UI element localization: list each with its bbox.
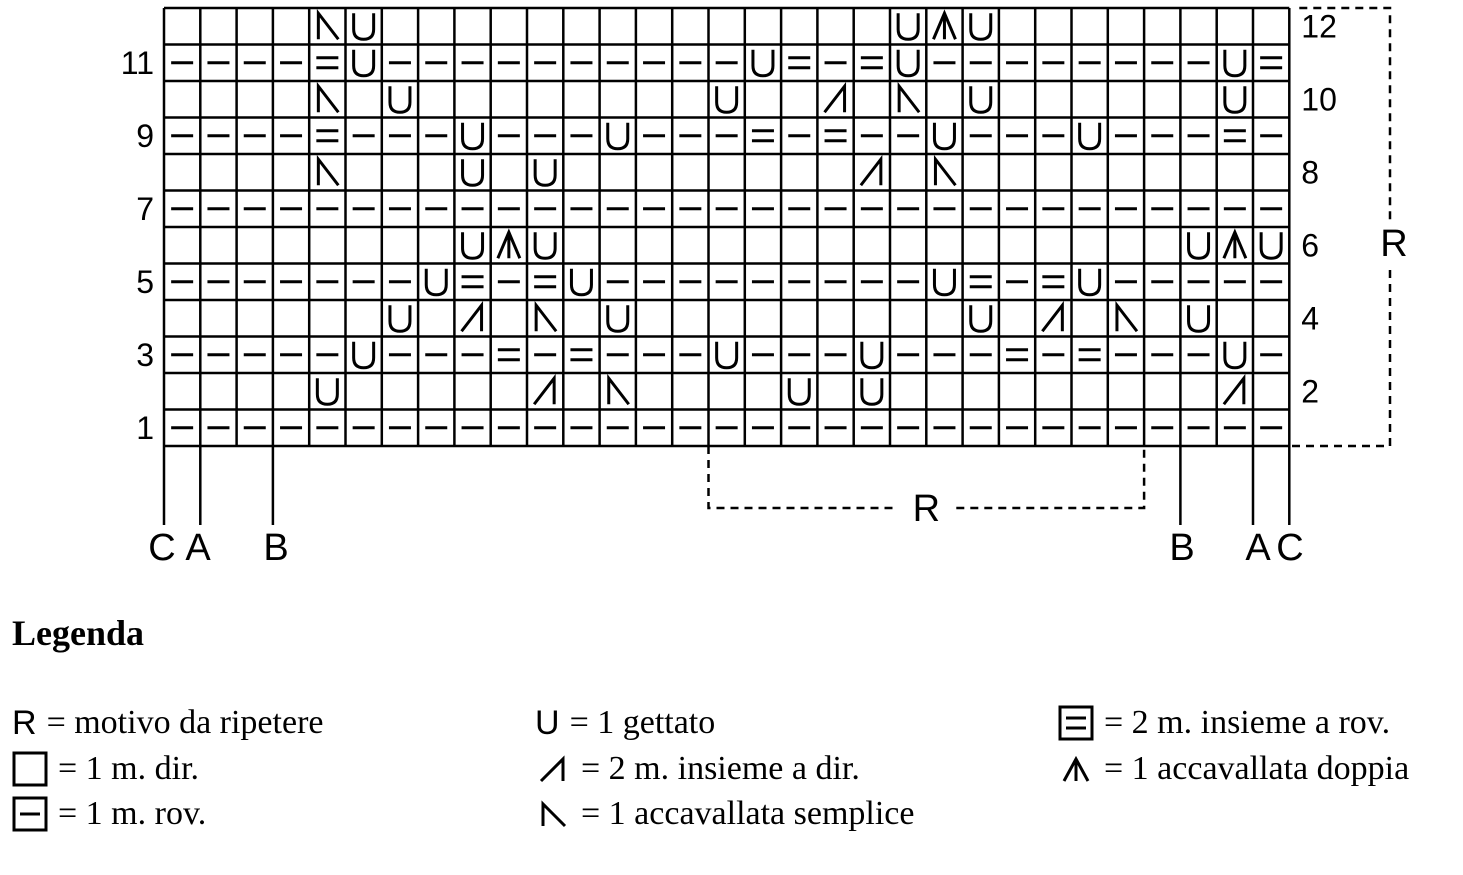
legend-item-ssk — [535, 795, 915, 833]
k2tog-icon — [535, 751, 571, 787]
yarn-over-mark — [1225, 50, 1245, 76]
repeat-label-bottom: R — [912, 488, 941, 530]
column-marker-label: B — [1169, 527, 1195, 569]
legend-label: = 2 m. insieme a rov. — [1104, 704, 1391, 741]
ssk-mark — [318, 86, 338, 112]
repeat-letter-icon: R — [12, 704, 37, 742]
yarn-over-mark — [463, 123, 483, 149]
yarn-over-mark — [608, 123, 628, 149]
legend-item-yarn-over — [535, 704, 715, 742]
legend-label: = 1 accavallata semplice — [581, 795, 915, 832]
legend-item-double-decrease — [1058, 750, 1409, 788]
column-marker-label: A — [1245, 527, 1271, 569]
double-decrease-mark — [933, 13, 955, 39]
yarn-over-mark — [535, 159, 555, 185]
yarn-over-mark — [717, 342, 737, 368]
ssk-mark — [609, 378, 629, 404]
legend-label: = motivo da ripetere — [46, 704, 324, 741]
row-number-left: 1 — [136, 409, 154, 446]
legend-label: = 1 accavallata doppia — [1104, 750, 1410, 787]
yarn-over-mark — [1080, 269, 1100, 295]
yarn-over-mark — [898, 13, 918, 39]
yarn-over-mark — [571, 269, 591, 295]
yarn-over-mark — [898, 50, 918, 76]
yarn-over-mark — [317, 378, 337, 404]
k2tog-mark — [534, 378, 554, 404]
ssk-mark — [318, 159, 338, 185]
yarn-over-mark — [971, 86, 991, 112]
yarn-over-mark — [862, 342, 882, 368]
legend-item-k2tog — [535, 750, 860, 788]
yarn-over-mark — [608, 305, 628, 331]
row-number-right: 6 — [1301, 227, 1320, 264]
column-marker-label: C — [148, 527, 176, 569]
repeat-bracket-bottom — [956, 446, 1144, 508]
k2tog-mark — [1224, 378, 1244, 404]
double-decrease-icon — [1058, 751, 1094, 787]
double-decrease-mark — [1224, 232, 1246, 258]
ssk-mark — [935, 159, 955, 185]
k2tog-mark — [861, 159, 881, 185]
k2tog-mark — [462, 305, 482, 331]
ssk-mark — [899, 86, 919, 112]
yarn-over-mark — [934, 123, 954, 149]
k2tog-mark — [825, 86, 845, 112]
row-number-right: 4 — [1301, 300, 1320, 337]
dash-square-icon — [12, 796, 48, 832]
yarn-over-mark — [354, 50, 374, 76]
legend-title: Legenda — [12, 613, 145, 653]
yarn-over-mark — [1189, 232, 1209, 258]
column-marker-label: B — [263, 527, 289, 569]
yarn-over-icon: U — [535, 704, 560, 742]
repeat-bracket-right — [1289, 270, 1390, 446]
row-number-right: 12 — [1301, 8, 1337, 45]
legend-label: = 1 m. dir. — [58, 750, 200, 787]
yarn-over-mark — [1080, 123, 1100, 149]
yarn-over-mark — [390, 305, 410, 331]
ssk-mark — [536, 305, 556, 331]
yarn-over-mark — [1189, 305, 1209, 331]
row-number-left: 11 — [120, 44, 154, 81]
yarn-over-mark — [426, 269, 446, 295]
legend-label: = 1 gettato — [569, 704, 716, 741]
row-number-right: 10 — [1301, 81, 1337, 118]
legend-label: = 1 m. rov. — [58, 795, 207, 832]
legend-label: = 2 m. insieme a dir. — [581, 750, 860, 787]
yarn-over-mark — [354, 13, 374, 39]
yarn-over-mark — [1225, 86, 1245, 112]
yarn-over-mark — [971, 13, 991, 39]
yarn-over-mark — [1225, 342, 1245, 368]
legend-item-p2tog — [1058, 704, 1390, 742]
ssk-icon — [535, 796, 571, 832]
legend-item-purl — [12, 795, 206, 833]
column-marker-label: C — [1276, 527, 1304, 569]
row-number-left: 7 — [136, 190, 154, 227]
empty-square-icon — [12, 751, 48, 787]
legend-item-repeat — [12, 704, 323, 742]
yarn-over-mark — [862, 378, 882, 404]
row-number-left: 3 — [136, 336, 154, 373]
yarn-over-mark — [971, 305, 991, 331]
row-number-right: 2 — [1301, 373, 1320, 410]
repeat-label-right: R — [1380, 223, 1408, 265]
yarn-over-mark — [535, 232, 555, 258]
p2tog-icon — [1058, 705, 1094, 741]
repeat-bracket-bottom — [709, 446, 897, 508]
yarn-over-mark — [1261, 232, 1281, 258]
row-number-left: 9 — [136, 117, 154, 154]
yarn-over-mark — [390, 86, 410, 112]
yarn-over-mark — [463, 232, 483, 258]
row-number-right: 8 — [1301, 154, 1320, 191]
yarn-over-mark — [753, 50, 773, 76]
ssk-mark — [318, 13, 338, 39]
ssk-mark — [1117, 305, 1137, 331]
column-marker-label: A — [185, 527, 211, 569]
yarn-over-mark — [463, 159, 483, 185]
row-number-left: 5 — [136, 263, 154, 300]
yarn-over-mark — [717, 86, 737, 112]
yarn-over-mark — [934, 269, 954, 295]
yarn-over-mark — [789, 378, 809, 404]
k2tog-mark — [1042, 305, 1062, 331]
double-decrease-mark — [498, 232, 520, 258]
yarn-over-mark — [354, 342, 374, 368]
legend-item-knit — [12, 750, 199, 788]
